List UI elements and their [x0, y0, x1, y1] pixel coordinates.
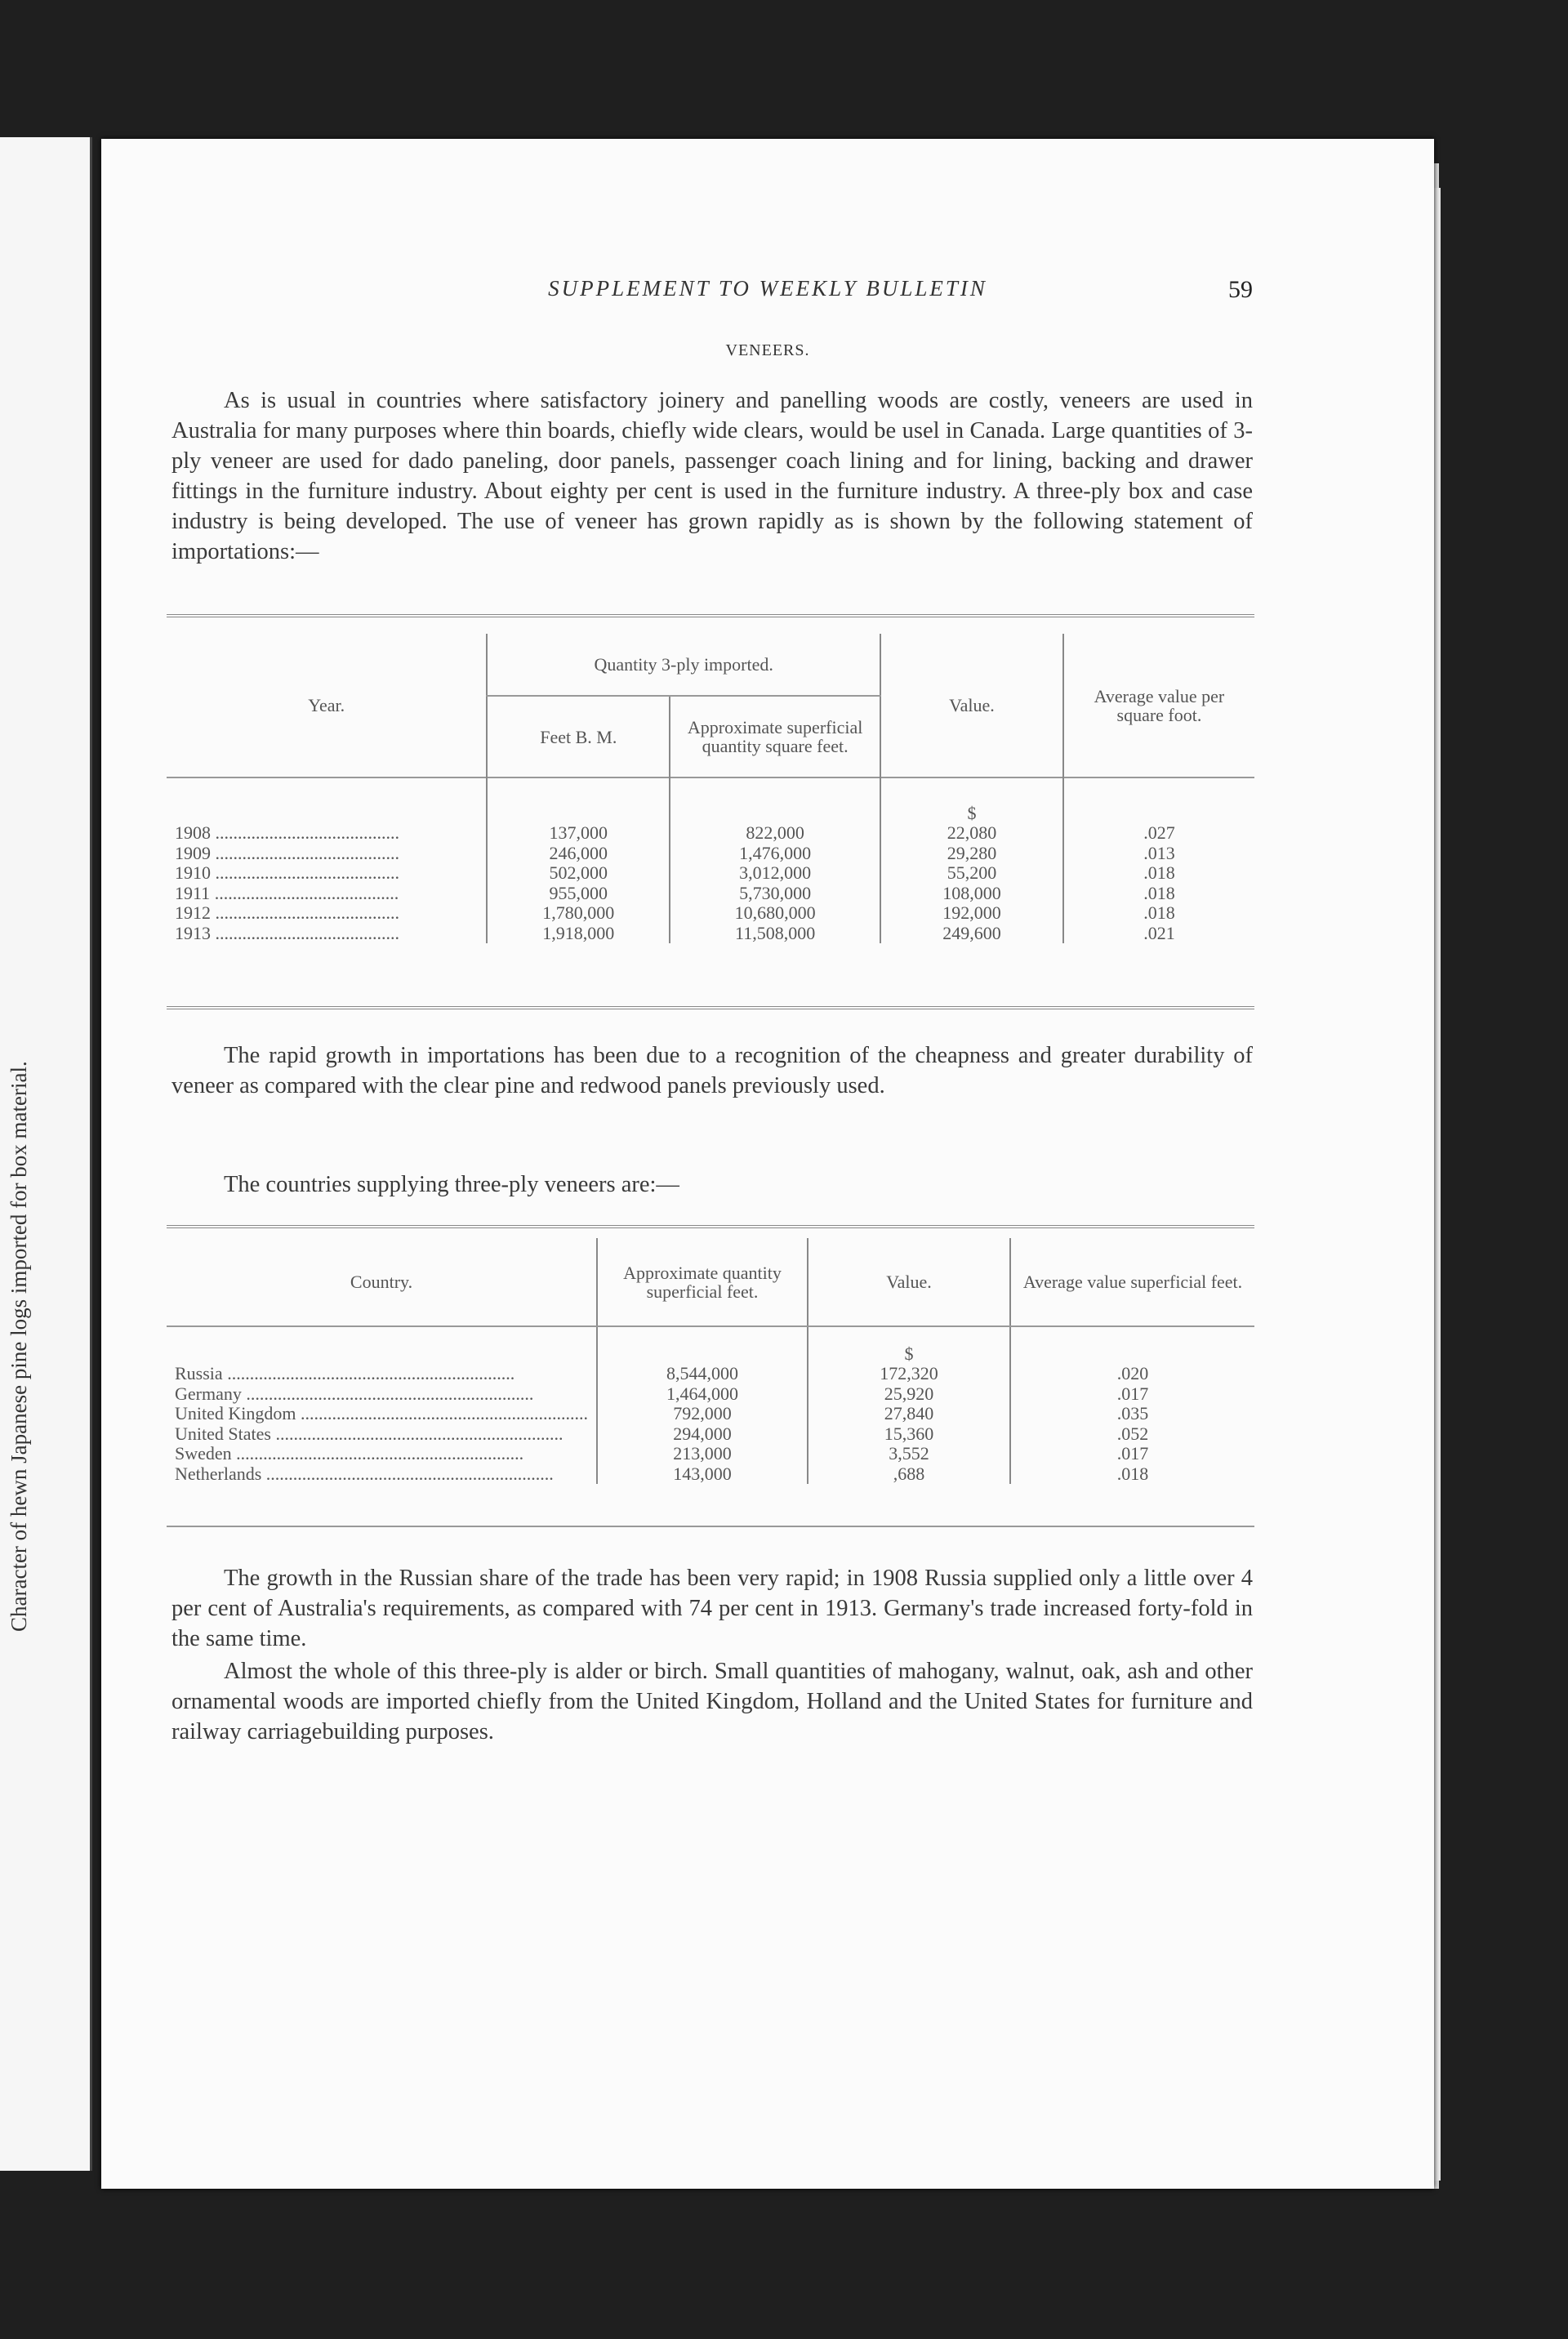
value-cell: 249,600 — [880, 924, 1063, 944]
avg-cell: .018 — [1010, 1464, 1254, 1485]
value-cell: ,688 — [808, 1464, 1010, 1485]
value-cell: 29,280 — [880, 844, 1063, 864]
table1-top-rule — [167, 614, 1254, 617]
country-cell: Netherlands ................................................................ — [175, 1464, 554, 1484]
countries-table — [167, 1238, 1254, 1484]
country-cell: United States ................................................................ — [175, 1423, 564, 1444]
approx-cell: 792,000 — [597, 1404, 808, 1424]
paragraph-intro: As is usual in countries where satisfactory joinery and panelling woods are costly, veneers are used in Australia for many purposes where thin boards, chiefly wide clears, would be usel in Canada. Large quantities of 3-ply veneer are used for dado paneling, door panels, passenger coach lining and for lining, backing and drawer fittings in the furniture industry. About eighty per cent is used in the furniture industry. A three-ply box and case industry is being developed. The use of veneer has grown rapidly as is shown by the following statement of importations:— — [172, 388, 1253, 564]
approx-cell: 294,000 — [597, 1424, 808, 1445]
country-cell: United Kingdom ................................................................ — [175, 1404, 588, 1423]
col-value: Value. — [880, 634, 1063, 777]
approx-cell: 5,730,000 — [670, 884, 880, 904]
side-caption: Character of hewn Japanese pine logs imported for box material. — [7, 1061, 31, 1632]
year-cell: 1913 ......................................... — [175, 923, 399, 943]
table2-top-rule — [167, 1225, 1254, 1228]
avg-cell: .035 — [1010, 1404, 1254, 1424]
document-page — [101, 139, 1434, 2189]
col-avg: Average value superficial feet. — [1010, 1238, 1254, 1326]
col-avg: Average value per square foot. — [1063, 634, 1254, 777]
feet-bm-cell: 246,000 — [487, 844, 670, 864]
approx-cell: 143,000 — [597, 1464, 808, 1485]
table-row — [167, 1444, 1254, 1464]
paragraph-countries-intro: The countries supplying three-ply veneers are:— — [224, 1172, 679, 1197]
table-row — [167, 1364, 1254, 1384]
table2-bottom-rule — [167, 1526, 1254, 1527]
avg-cell: .027 — [1063, 823, 1254, 844]
left-page-edge — [0, 137, 92, 2171]
avg-cell: .018 — [1063, 863, 1254, 884]
approx-cell: 213,000 — [597, 1444, 808, 1464]
approx-cell: 822,000 — [670, 823, 880, 844]
table-row — [167, 903, 1254, 924]
paragraph-species: Almost the whole of this three-ply is alder or birch. Small quantities of mahogany, walnut, oak, ash and other ornamental woods are imported chiefly from the United Kingdom, Holland and the United States for furniture and railway carriagebuilding purposes. — [172, 1659, 1253, 1744]
avg-cell: .018 — [1063, 903, 1254, 924]
country-cell: Russia ................................................................ — [175, 1364, 515, 1383]
col-approx: Approximate quantity superficial feet. — [597, 1238, 808, 1326]
col-quantity-group: Quantity 3-ply imported. — [487, 634, 880, 696]
col-year: Year. — [308, 695, 345, 715]
table-row — [167, 1464, 1254, 1485]
avg-cell: .017 — [1010, 1384, 1254, 1405]
col-approx: Approximate superficial quantity square feet. — [670, 696, 880, 777]
value-cell: 55,200 — [880, 863, 1063, 884]
table-row — [167, 884, 1254, 904]
value-cell: 172,320 — [808, 1364, 1010, 1384]
feet-bm-cell: 1,918,000 — [487, 924, 670, 944]
year-cell: 1910 ......................................... — [175, 863, 399, 883]
running-header — [101, 276, 1434, 309]
approx-cell: 3,012,000 — [670, 863, 880, 884]
approx-cell: 11,508,000 — [670, 924, 880, 944]
year-cell: 1909 ......................................... — [175, 843, 399, 863]
approx-cell: 10,680,000 — [670, 903, 880, 924]
year-cell: 1912 ......................................... — [175, 903, 399, 923]
table-row — [167, 1384, 1254, 1405]
feet-bm-cell: 137,000 — [487, 823, 670, 844]
col-country: Country. — [167, 1238, 597, 1326]
avg-cell: .013 — [1063, 844, 1254, 864]
avg-cell: .052 — [1010, 1424, 1254, 1445]
feet-bm-cell: 502,000 — [487, 863, 670, 884]
year-cell: 1911 ......................................... — [175, 883, 399, 903]
feet-bm-cell: 1,780,000 — [487, 903, 670, 924]
year-cell: 1908 ......................................... — [175, 823, 399, 843]
avg-cell: .020 — [1010, 1364, 1254, 1384]
value-cell: 27,840 — [808, 1404, 1010, 1424]
value-cell: 22,080 — [880, 823, 1063, 844]
value-cell: 192,000 — [880, 903, 1063, 924]
avg-cell: .018 — [1063, 884, 1254, 904]
value-cell: 25,920 — [808, 1384, 1010, 1405]
value-cell: 108,000 — [880, 884, 1063, 904]
table-row — [167, 863, 1254, 884]
country-cell: Sweden ................................................................ — [175, 1444, 524, 1464]
col-feet-bm: Feet B. M. — [487, 696, 670, 777]
header-title: SUPPLEMENT TO WEEKLY BULLETIN — [548, 276, 987, 301]
table-row — [167, 844, 1254, 864]
col-value: Value. — [808, 1238, 1010, 1326]
imports-table — [167, 634, 1254, 943]
paragraph-russian-share: The growth in the Russian share of the trade has been very rapid; in 1908 Russia supplied only a little over 4 per cent of Australia's requirements, as compared with 74 per cent in 1913. Germany's trade increased forty-fold in the same time. — [172, 1566, 1253, 1651]
value-cell: 3,552 — [808, 1444, 1010, 1464]
table-row — [167, 1424, 1254, 1445]
approx-cell: 1,476,000 — [670, 844, 880, 864]
table-row — [167, 823, 1254, 844]
avg-cell: .021 — [1063, 924, 1254, 944]
currency-symbol: $ — [880, 777, 1063, 823]
page-number: 59 — [1228, 276, 1253, 303]
section-heading: VENEERS. — [725, 341, 810, 359]
country-cell: Germany ................................................................ — [175, 1383, 534, 1404]
feet-bm-cell: 955,000 — [487, 884, 670, 904]
avg-cell: .017 — [1010, 1444, 1254, 1464]
approx-cell: 1,464,000 — [597, 1384, 808, 1405]
table-row — [167, 924, 1254, 944]
value-cell: 15,360 — [808, 1424, 1010, 1445]
approx-cell: 8,544,000 — [597, 1364, 808, 1384]
table1-bottom-rule — [167, 1006, 1254, 1009]
paragraph-growth: The rapid growth in importations has been due to a recognition of the cheapness and greater durability of veneer as compared with the clear pine and redwood panels previously used. — [172, 1043, 1253, 1098]
currency-symbol: $ — [808, 1326, 1010, 1364]
table-row — [167, 1404, 1254, 1424]
